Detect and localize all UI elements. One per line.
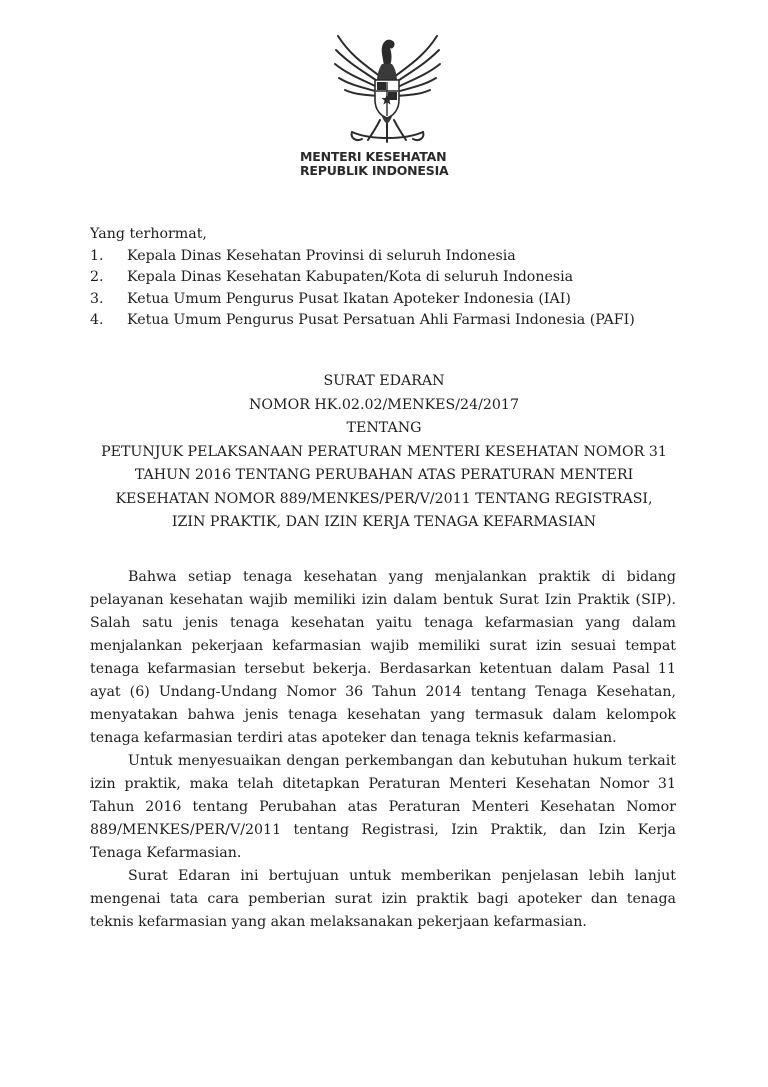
garuda-pancasila-emblem-icon [330,28,445,146]
recipient-item [90,246,690,268]
recipient-text: Ketua Umum Pengurus Pusat Ikatan Apoteker Indonesia (IAI) [127,290,571,307]
body-paragraph: Untuk menyesuaikan dengan perkembangan dan kebutuhan hukum terkait izin praktik, maka telah ditetapkan Peraturan Menteri Kesehatan Nomor 31 Tahun 2016 tentang Perubahan atas Peraturan Menteri Kesehatan Nomor 889/MENKES/PER/V/2011 tentang Registrasi, Izin Praktik, dan Izin Kerja Tenaga Kefarmasian. [90,753,676,861]
subject-line: PETUNJUK PELAKSANAAN PERATURAN MENTERI KESEHATAN NOMOR 31 [101,443,667,460]
recipient-number: 2. [90,269,104,285]
recipient-text: Ketua Umum Pengurus Pusat Persatuan Ahli Farmasi Indonesia (PAFI) [127,312,635,328]
letterhead [300,150,470,178]
letterhead-line-1: MENTERI KESEHATAN [300,149,447,164]
recipient-item [90,310,690,332]
letterhead-line-2: REPUBLIK INDONESIA [300,163,449,178]
recipient-item [90,267,690,289]
body-text [90,566,676,934]
document-type: SURAT EDARAN [323,373,445,389]
subject-line: IZIN PRAKTIK, DAN IZIN KERJA TENAGA KEFARMASIAN [171,514,597,530]
recipient-number: 4. [90,312,104,328]
subject-line: TAHUN 2016 TENTANG PERUBAHAN ATAS PERATURAN MENTERI [134,467,634,483]
document-about: TENTANG [346,420,422,436]
body-paragraph: Surat Edaran ini bertujuan untuk memberikan penjelasan lebih lanjut mengenai tata cara pemberian surat izin praktik bagi apoteker dan tenaga teknis kefarmasian yang akan melaksanakan pekerjaan kefarmasian. [90,868,676,930]
recipient-item [90,289,690,311]
recipient-number: 1. [90,247,104,264]
recipient-text: Kepala Dinas Kesehatan Kabupaten/Kota di seluruh Indonesia [127,269,574,285]
salutation-block [90,224,690,332]
document-title-block [84,370,684,535]
document-number: NOMOR HK.02.02/MENKES/24/2017 [249,396,519,413]
subject-line: KESEHATAN NOMOR 889/MENKES/PER/V/2011 TENTANG REGISTRASI, [115,490,653,507]
greeting: Yang terhormat, [90,226,207,242]
recipient-text: Kepala Dinas Kesehatan Provinsi di seluruh Indonesia [127,247,516,264]
body-paragraph: Bahwa setiap tenaga kesehatan yang menjalankan praktik di bidang pelayanan kesehatan wajib memiliki izin dalam bentuk Surat Izin Praktik (SIP). Salah satu jenis tenaga kesehatan yaitu tenaga kefarmasian yang dalam menjalankan pekerjaan kefarmasian wajib memiliki surat izin sesuai tempat tenaga kefarmasian tersebut bekerja. Berdasarkan ketentuan dalam Pasal 11 ayat (6) Undang-Undang Nomor 36 Tahun 2014 tentang Tenaga Kesehatan, menyatakan bahwa jenis tenaga kesehatan yang termasuk dalam kelompok tenaga kefarmasian terdiri atas apoteker dan tenaga teknis kefarmasian. [90,569,676,746]
recipient-number: 3. [90,290,104,307]
